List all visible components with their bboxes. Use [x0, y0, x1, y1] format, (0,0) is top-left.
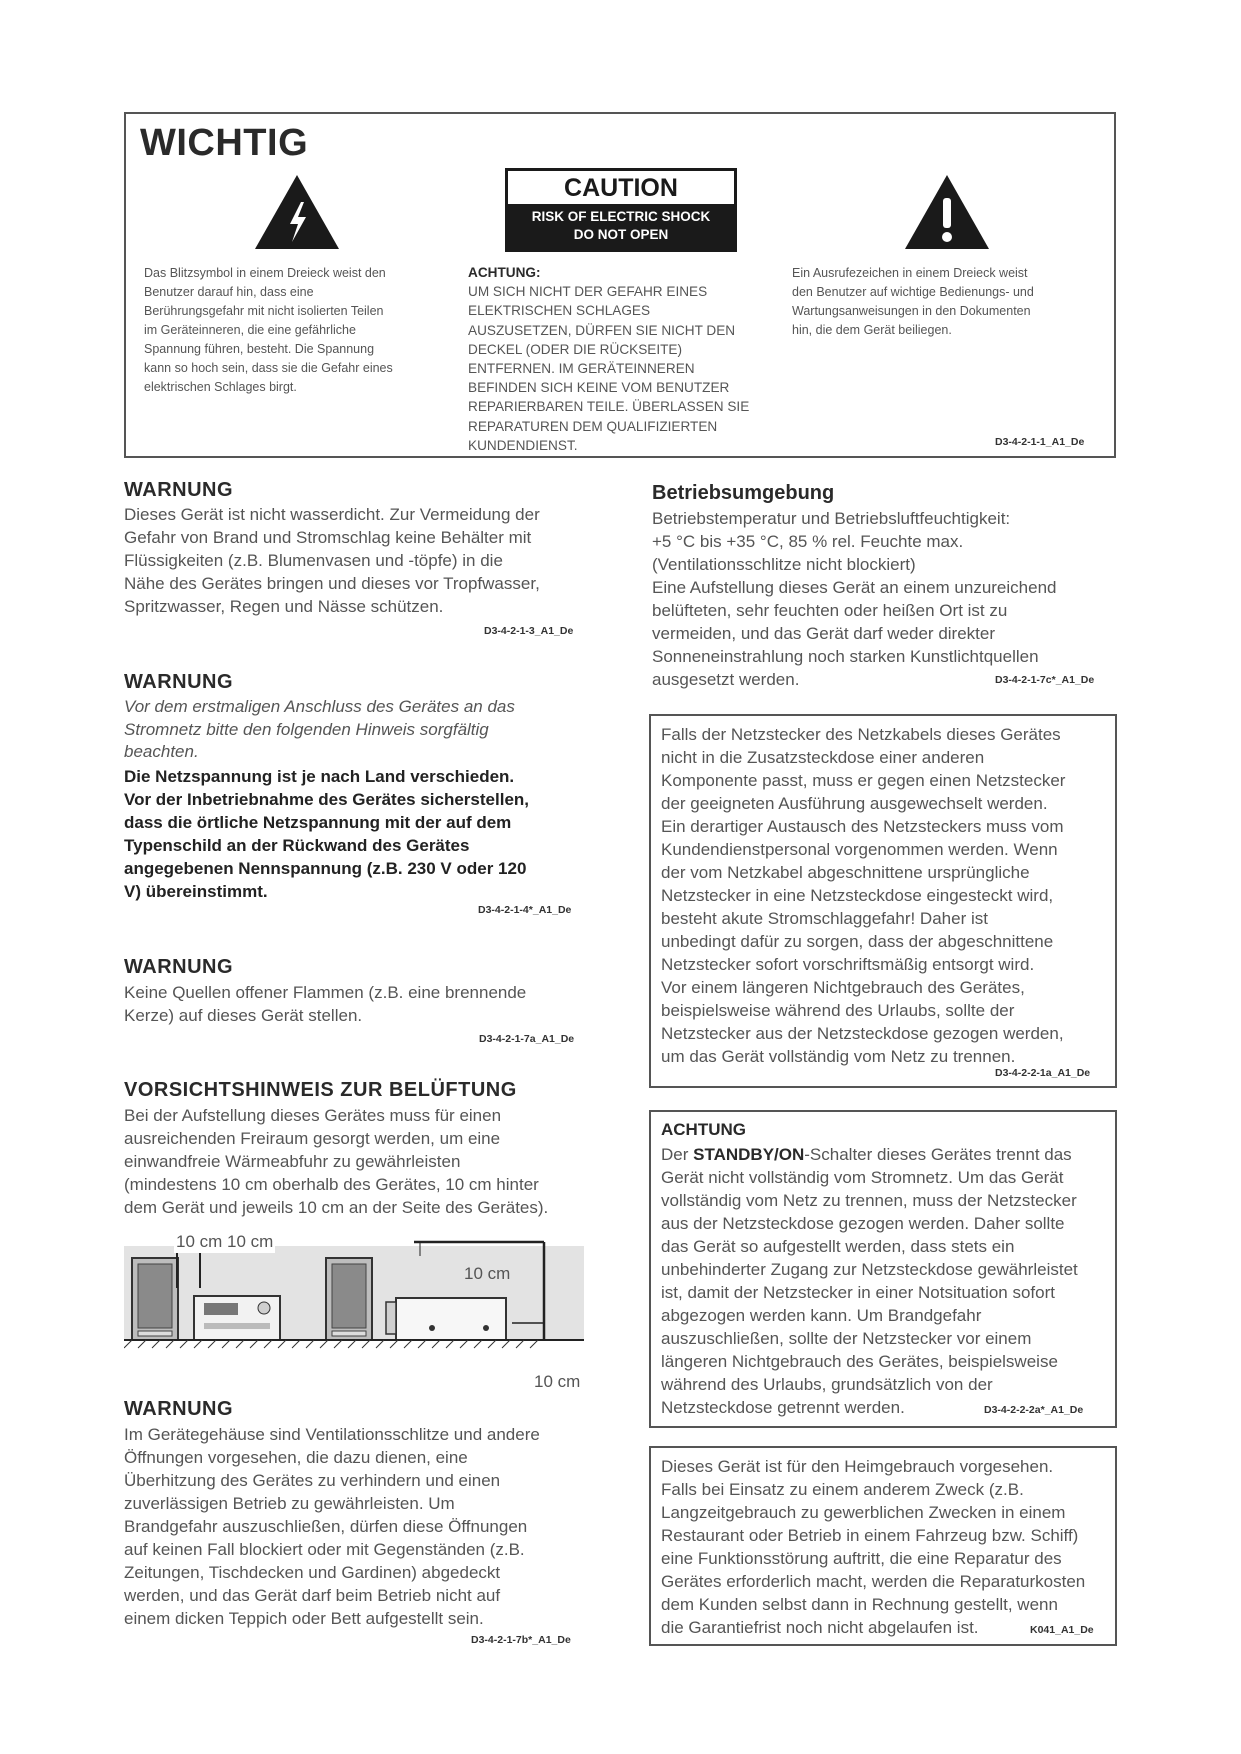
- caution-line-1: RISK OF ELECTRIC SHOCK: [531, 209, 711, 224]
- text-line: Benutzer darauf hin, dass eine: [144, 285, 314, 299]
- text-line: Brandgefahr auszuschließen, dürfen diese Öffnungen: [124, 1517, 528, 1536]
- text-line: abgezogen werden kann. Um Brandgefahr: [661, 1306, 982, 1325]
- text-line: einwandfreie Wärmeabfuhr zu gewährleisten: [124, 1152, 461, 1171]
- text-line: Ein Ausrufezeichen in einem Dreieck weist: [792, 266, 1028, 280]
- text-line: [661, 1143, 1113, 1166]
- figure-label-bottom: 10 cm: [534, 1372, 581, 1391]
- text-line: auszuschließen, sollte der Netzstecker vor einem: [661, 1329, 1032, 1348]
- text-line: Kerze) auf dieses Gerät stellen.: [124, 1006, 363, 1025]
- text-line: aus der Netzsteckdose gezogen werden. Daher sollte: [661, 1214, 1065, 1233]
- text-line: V) übereinstimmt.: [124, 882, 268, 901]
- exclamation-warning-icon: [902, 172, 992, 252]
- text-line: Falls bei Einsatz zu einem anderem Zweck (z.B.: [661, 1480, 1024, 1499]
- text-line: KUNDENDIENST.: [468, 437, 578, 453]
- text-line: um das Gerät vollständig vom Netz zu trennen.: [661, 1047, 1016, 1066]
- warning-heading: WARNUNG: [124, 1398, 234, 1420]
- text-line: im Geräteinneren, die eine gefährliche: [144, 323, 356, 337]
- text-line: werden, und das Gerät darf beim Betrieb nicht auf: [124, 1586, 501, 1605]
- ventilation-heading: VORSICHTSHINWEIS ZUR BELÜFTUNG: [124, 1079, 517, 1101]
- warning-water-ref: D3-4-2-1-3_A1_De: [484, 625, 574, 637]
- warning-heading: WARNUNG: [124, 671, 234, 693]
- text-line: Komponente passt, muss er gegen einen Netzstecker: [661, 771, 1066, 790]
- text-line: vermeiden, und das Gerät darf weder direkter: [652, 624, 996, 643]
- warning-openings-ref: D3-4-2-1-7b*_A1_De: [471, 1634, 571, 1646]
- text-line: ausgesetzt werden.: [652, 670, 800, 689]
- text-line: elektrischen Schlages birgt.: [144, 380, 297, 394]
- text-line: Gefahr von Brand und Stromschlag keine Behälter mit: [124, 528, 532, 547]
- text-line: Wartungsanweisungen in den Dokumenten: [792, 304, 1031, 318]
- text-line: besteht akute Stromschlaggefahr! Daher ist: [661, 909, 988, 928]
- caution-label: [505, 168, 737, 252]
- text-line: Vor einem längeren Nichtgebrauch des Gerätes,: [661, 978, 1025, 997]
- text-line: ist, damit der Netzstecker in einer Notsituation sofort: [661, 1283, 1055, 1302]
- warning-flame-text: [124, 981, 604, 1027]
- text-line: Restaurant oder Betrieb in einem Fahrzeug bzw. Schiff): [661, 1526, 1079, 1545]
- text-line: dem Kunden selbst dann in Rechnung gestellt, wenn: [661, 1595, 1058, 1614]
- caution-subtitle: [508, 204, 734, 249]
- text-line: Sonneneinstrahlung noch starken Kunstlichtquellen: [652, 647, 1039, 666]
- text-line: Falls der Netzstecker des Netzkabels dieses Gerätes: [661, 725, 1061, 744]
- wichtig-ref-code: D3-4-2-1-1_A1_De: [995, 436, 1085, 448]
- text-line: Vor dem erstmaligen Anschluss des Gerätes an das: [124, 697, 515, 716]
- warning-openings-text: [124, 1423, 614, 1630]
- text-line: Das Blitzsymbol in einem Dreieck weist den: [144, 266, 386, 280]
- home-use-notice-text: [661, 1455, 1113, 1639]
- text-line: Berührungsgefahr mit nicht isolierten Teilen: [144, 304, 384, 318]
- warning-voltage-ref: D3-4-2-1-4*_A1_De: [478, 904, 572, 916]
- text-line: dass die örtliche Netzspannung mit der auf dem: [124, 813, 512, 832]
- caution-explanation: [468, 263, 798, 455]
- text-line: REPARATUREN DEM QUALIFIZIERTEN: [468, 418, 718, 434]
- environment-ref: D3-4-2-1-7c*_A1_De: [995, 674, 1095, 686]
- text-line: REPARIERBAREN TEILE. ÜBERLASSEN SIE: [468, 399, 750, 415]
- text-line: (mindestens 10 cm oberhalb des Gerätes, 10 cm hinter: [124, 1175, 539, 1194]
- text-line: kann so hoch sein, dass sie die Gefahr eines: [144, 361, 393, 375]
- plug-notice-text: [661, 723, 1111, 1068]
- text-line: Öffnungen vorgesehen, die dazu dienen, eine: [124, 1448, 468, 1467]
- text-line: belüfteten, sehr feuchten oder heißen Ort ist zu: [652, 601, 1008, 620]
- caution-title: CAUTION: [564, 174, 678, 202]
- text-line: eine Funktionsstörung auftritt, die eine Reparatur des: [661, 1549, 1062, 1568]
- standby-notice-ref: D3-4-2-2-2a*_A1_De: [984, 1404, 1084, 1416]
- text-line: (Ventilationsschlitze nicht blockiert): [652, 555, 916, 574]
- text-line: Spritzwasser, Regen und Nässe schützen.: [124, 597, 444, 616]
- warning-voltage-intro: [124, 696, 604, 764]
- text-line: nicht in die Zusatzsteckdose einer anderen: [661, 748, 985, 767]
- text-line: Betriebstemperatur und Betriebsluftfeuchtigkeit:: [652, 509, 1011, 528]
- home-use-ref: K041_A1_De: [1030, 1624, 1094, 1636]
- wichtig-title: WICHTIG: [140, 122, 309, 164]
- figure-label-right: 10 cm: [464, 1264, 511, 1283]
- warning-flame-ref: D3-4-2-1-7a_A1_De: [479, 1033, 575, 1045]
- lightning-explanation: [144, 264, 444, 397]
- text-line: +5 °C bis +35 °C, 85 % rel. Feuchte max.: [652, 532, 964, 551]
- warning-heading: WARNUNG: [124, 956, 234, 978]
- text-line: vollständig vom Netz zu trennen, muss der Netzstecker: [661, 1191, 1077, 1210]
- text-line: Typenschild an der Rückwand des Gerätes: [124, 836, 470, 855]
- text-line: DECKEL (ODER DIE RÜCKSEITE): [468, 341, 683, 357]
- text-line: BEFINDEN SICH KEINE VOM BENUTZER: [468, 380, 730, 396]
- text-line: Gerätes erforderlich macht, werden die Reparaturkosten: [661, 1572, 1086, 1591]
- text-line: Netzstecker sofort vorschriftsmäßig entsorgt wird.: [661, 955, 1035, 974]
- text-line: auf keinen Fall blockiert oder mit Gegenständen (z.B.: [124, 1540, 525, 1559]
- warning-voltage-text: [124, 765, 604, 903]
- text-span: Der: [661, 1145, 694, 1164]
- ventilation-text: [124, 1104, 614, 1219]
- text-line: ELEKTRISCHEN SCHLAGES: [468, 303, 651, 319]
- text-line: UM SICH NICHT DER GEFAHR EINES: [468, 284, 708, 300]
- text-line: unbedingt dafür zu sorgen, dass der abgeschnittene: [661, 932, 1054, 951]
- standby-heading: ACHTUNG: [661, 1120, 746, 1139]
- standby-on-label: STANDBY/ON: [693, 1145, 805, 1164]
- text-line: während des Urlaubs, grundsätzlich von der: [661, 1375, 993, 1394]
- text-line: beispielsweise während des Urlaubs, sollte der: [661, 1001, 1015, 1020]
- text-line: angegebenen Nennspannung (z.B. 230 V oder 120: [124, 859, 527, 878]
- exclamation-explanation: [792, 264, 1102, 340]
- warning-water-text: [124, 503, 604, 618]
- text-line: Netzsteckdose getrennt werden.: [661, 1398, 905, 1417]
- text-line: Dieses Gerät ist für den Heimgebrauch vorgesehen.: [661, 1457, 1054, 1476]
- text-line: Die Netzspannung ist je nach Land verschieden.: [124, 767, 515, 786]
- plug-notice-ref: D3-4-2-2-1a_A1_De: [995, 1067, 1091, 1079]
- text-line: Dieses Gerät ist nicht wasserdicht. Zur Vermeidung der: [124, 505, 540, 524]
- lightning-warning-icon: [252, 172, 342, 252]
- text-line: Zeitungen, Tischdecken und Gardinen) abgedeckt: [124, 1563, 501, 1582]
- text-line: das Gerät so aufgestellt werden, dass stets ein: [661, 1237, 1015, 1256]
- text-line: längeren Nichtgebrauch des Gerätes, beispielsweise: [661, 1352, 1058, 1371]
- text-line: die Garantiefrist noch nicht abgelaufen ist.: [661, 1618, 979, 1637]
- text-line: hin, die dem Gerät beiliegen.: [792, 323, 952, 337]
- text-line: Gerät nicht vollständig vom Stromnetz. Um das Gerät: [661, 1168, 1064, 1187]
- text-line: Netzstecker in eine Netzsteckdose eingesteckt wird,: [661, 886, 1054, 905]
- text-line: Im Gerätegehäuse sind Ventilationsschlitze und andere: [124, 1425, 540, 1444]
- environment-text: [652, 507, 1122, 691]
- text-line: Bei der Aufstellung dieses Gerätes muss für einen: [124, 1106, 502, 1125]
- text-line: Überhitzung des Gerätes zu verhindern und einen: [124, 1471, 501, 1490]
- text-line: Spannung führen, besteht. Die Spannung: [144, 342, 375, 356]
- figure-label-top: 10 cm 10 cm: [176, 1232, 274, 1251]
- text-line: Nähe des Gerätes bringen und dieses vor Tropfwasser,: [124, 574, 540, 593]
- text-line: Stromnetz bitte den folgenden Hinweis sorgfältig: [124, 719, 489, 739]
- text-line: Eine Aufstellung dieses Gerät an einem unzureichend: [652, 578, 1057, 597]
- text-line: AUSZUSETZEN, DÜRFEN SIE NICHT DEN: [468, 322, 736, 338]
- text-line: Flüssigkeiten (z.B. Blumenvasen und -töpfe) in die: [124, 551, 503, 570]
- text-line: Kundendienstpersonal vorgenommen werden. Wenn: [661, 840, 1058, 859]
- text-span: -Schalter dieses Gerätes trennt das: [804, 1145, 1072, 1164]
- text-line: dem Gerät und jeweils 10 cm an der Seite des Gerätes).: [124, 1198, 549, 1217]
- text-line: Ein derartiger Austausch des Netzsteckers muss vom: [661, 817, 1064, 836]
- text-line: Netzstecker aus der Netzsteckdose gezogen werden,: [661, 1024, 1064, 1043]
- text-line: den Benutzer auf wichtige Bedienungs- und: [792, 285, 1034, 299]
- caution-explanation-heading: ACHTUNG:: [468, 265, 541, 280]
- text-line: der vom Netzkabel abgeschnittene ursprüngliche: [661, 863, 1030, 882]
- environment-heading: Betriebsumgebung: [652, 482, 835, 504]
- text-line: zuverlässigen Betrieb zu gewährleisten. Um: [124, 1494, 455, 1513]
- warning-heading: WARNUNG: [124, 479, 234, 501]
- text-line: einem dicken Teppich oder Bett aufgestellt sein.: [124, 1609, 484, 1628]
- text-line: Keine Quellen offener Flammen (z.B. eine brennende: [124, 983, 527, 1002]
- text-line: ausreichenden Freiraum gesorgt werden, um eine: [124, 1129, 501, 1148]
- text-line: unbehinderter Zugang zur Netzsteckdose gewährleistet: [661, 1260, 1078, 1279]
- standby-notice-text: [661, 1143, 1113, 1419]
- caution-line-2: DO NOT OPEN: [573, 227, 669, 242]
- text-line: Vor der Inbetriebnahme des Gerätes sicherstellen,: [124, 790, 530, 809]
- text-line: Langzeitgebrauch zu gewerblichen Zwecken in einem: [661, 1503, 1066, 1522]
- text-line: beachten.: [124, 742, 199, 761]
- text-line: der geeigneten Ausführung ausgewechselt werden.: [661, 794, 1048, 813]
- text-line: ENTFERNEN. IM GERÄTEINNEREN: [468, 361, 695, 377]
